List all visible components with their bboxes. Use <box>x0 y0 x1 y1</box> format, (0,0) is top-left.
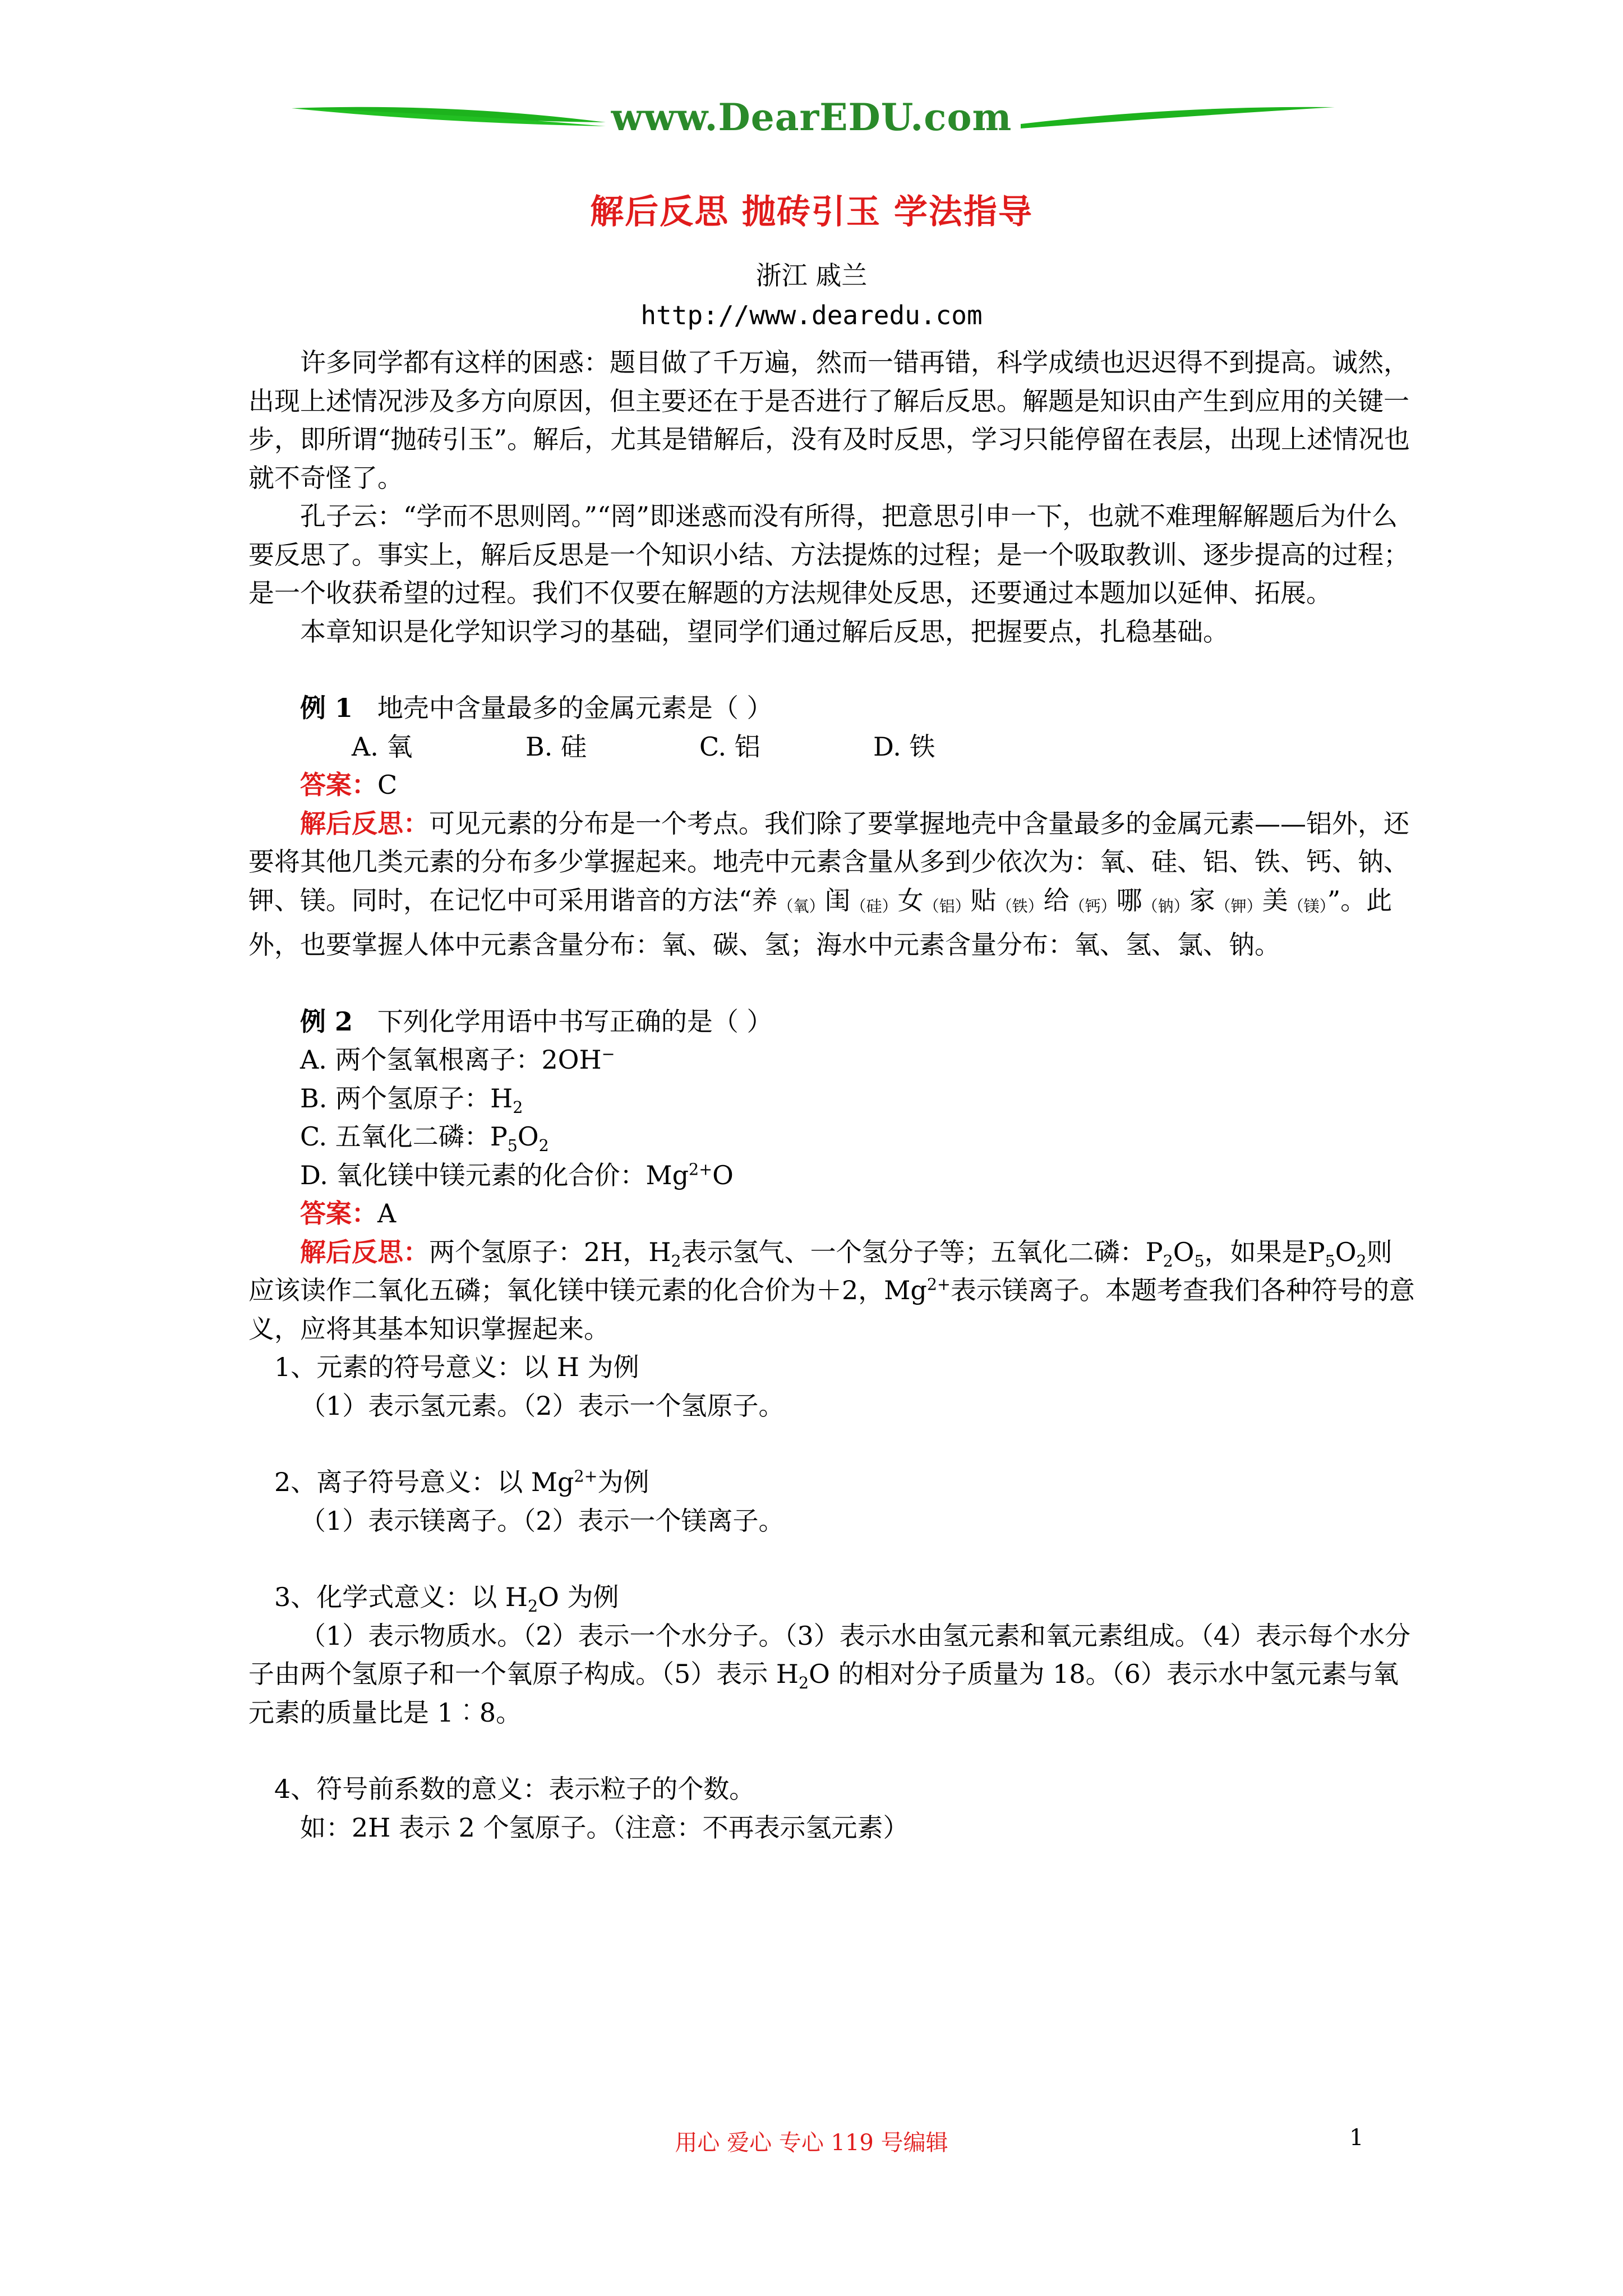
point-2-title: 2、离子符号意义：以 $Mg^{2+}$为例 <box>274 1467 649 1497</box>
answer-label: 答案： <box>300 1198 377 1228</box>
mnemonic-6: 哪（钠） <box>1116 885 1189 915</box>
reflection-text: 可见元素的分布是一个考点。我们除了要掌握地壳中含量最多的金属元素——铝外，还要将其他几类元素的分布多少掌握起来。地壳中元素含量从多到少依次为：氧、硅、铝、铁、钙、钠、钾、镁。同时，在记忆中可采用谐音的方法“ <box>248 808 1409 915</box>
answer-value: A <box>377 1198 396 1228</box>
point-1-title: 1、元素的符号意义：以 H 为例 <box>274 1352 639 1382</box>
article-body <box>248 343 1415 1847</box>
mnemonic-8: 美（镁） <box>1262 885 1327 915</box>
answer-label: 答案： <box>300 770 377 800</box>
example-1-options <box>248 728 1415 766</box>
point-4-body: 如：2H 表示 2 个氢原子。（注意：不再表示氢元素） <box>300 1812 909 1843</box>
mnemonic-2: 闺（硅） <box>824 885 898 915</box>
example-1-text: 地壳中含量最多的金属元素是（ ） <box>377 693 773 723</box>
example-2-option-a: A. 两个氢氧根离子：2OH− <box>300 1045 615 1075</box>
site-logo-text: www.DearEDU.com <box>611 95 1012 139</box>
mnemonic-1: 养（氧） <box>751 885 825 915</box>
page-title: 解后反思 抛砖引玉 学法指导 <box>590 192 1033 232</box>
answer-value: C <box>377 770 398 800</box>
example-1-reflection <box>248 804 1415 964</box>
mnemonic-5: 给（钙） <box>1043 885 1117 915</box>
page-number: 1 <box>1349 2125 1364 2151</box>
example-1-option-a: A. 氧 <box>352 731 413 762</box>
reflection-label: 解后反思： <box>300 1236 429 1267</box>
point-4-title: 4、符号前系数的意义：表示粒子的个数。 <box>274 1774 755 1804</box>
example-1-option-b: B. 硅 <box>525 731 587 762</box>
example-2-text: 下列化学用语中书写正确的是（ ） <box>377 1006 773 1037</box>
example-1-question <box>248 689 1415 728</box>
example-1-label: 例 1 <box>300 693 353 723</box>
example-2-option-d: D. 氧化镁中镁元素的化合价：$Mg^{2+}O$ <box>300 1159 734 1190</box>
point-1-body: （1）表示氢元素。（2）表示一个氢原子。 <box>300 1390 785 1421</box>
mnemonic-4: 贴（铁） <box>970 885 1044 915</box>
example-1-option-c: C. 铝 <box>699 731 760 762</box>
reflection-text-end: ”。此外，也要掌握人体中元素含量分布：氧、碳、氢；海水中元素含量分布：氧、氢、氯、钠。 <box>248 885 1393 960</box>
mnemonic-3: 女（铝） <box>897 885 971 915</box>
point-3-title: 3、化学式意义：以 $H_2O$ 为例 <box>274 1582 619 1616</box>
example-1-option-d: D. 铁 <box>873 731 935 762</box>
example-2-option-c: C. 五氧化二磷：$P_5O_2$ <box>300 1121 549 1156</box>
footer-slogan: 用心 爱心 专心 119 号编辑 <box>675 2130 948 2156</box>
point-2-body: （1）表示镁离子。（2）表示一个镁离子。 <box>300 1505 785 1536</box>
source-url: http://www.dearedu.com <box>640 300 983 330</box>
intro-paragraph-3: 本章知识是化学知识学习的基础，望同学们通过解后反思，把握要点，扎稳基础。 <box>300 616 1229 647</box>
reflection-label: 解后反思： <box>300 808 429 839</box>
example-2-reflection: 解后反思：两个氢原子：2H，$H_2$表示氢气、一个氢分子等；五氧化二磷：$P_2O_5$，如果是$P_5O_2$则应该读作二氧化五磷；氧化镁中镁元素的化合价为＋2，$Mg^{2+}$表示镁离子。本题考查我们各种符号的意义，应将其基本知识掌握起来。 <box>248 1236 1415 1344</box>
example-2-label: 例 2 <box>300 1006 353 1037</box>
author-line: 浙江 戚兰 <box>755 260 868 291</box>
intro-paragraph-1: 许多同学都有这样的困惑：题目做了千万遍，然而一错再错，科学成绩也迟迟得不到提高。诚然，出现上述情况涉及多方向原因，但主要还在于是否进行了解后反思。解题是知识由产生到应用的关键一步，即所谓“抛砖引玉”。解后，尤其是错解后，没有及时反思，学习只能停留在表层，出现上述情况也就不奇怪了。 <box>248 347 1410 493</box>
example-2-option-b: B. 两个氢原子：$H_2$ <box>300 1083 523 1117</box>
point-3-body: （1）表示物质水。（2）表示一个水分子。（3）表示水由氢元素和氧元素组成。（4）表示每个水分子由两个氢原子和一个氧原子构成。（5）表示 $H_2O$ 的相对分子质量为 18。（6）表示水中氢元素与氧元素的质量比是 1︰8。 <box>248 1620 1411 1728</box>
example-2-answer <box>248 1194 1415 1233</box>
example-2-question <box>248 1002 1415 1041</box>
intro-paragraph-2: 孔子云：“学而不思则罔。”“罔”即迷惑而没有所得，把意思引申一下，也就不难理解解题后为什么要反思了。事实上，解后反思是一个知识小结、方法提炼的过程；是一个吸取教训、逐步提高的过程；是一个收获希望的过程。我们不仅要在解题的方法规律处反思，还要通过本题加以延伸、拓展。 <box>248 501 1409 608</box>
example-1-answer <box>248 766 1415 804</box>
mnemonic-7: 家（钾） <box>1189 885 1262 915</box>
